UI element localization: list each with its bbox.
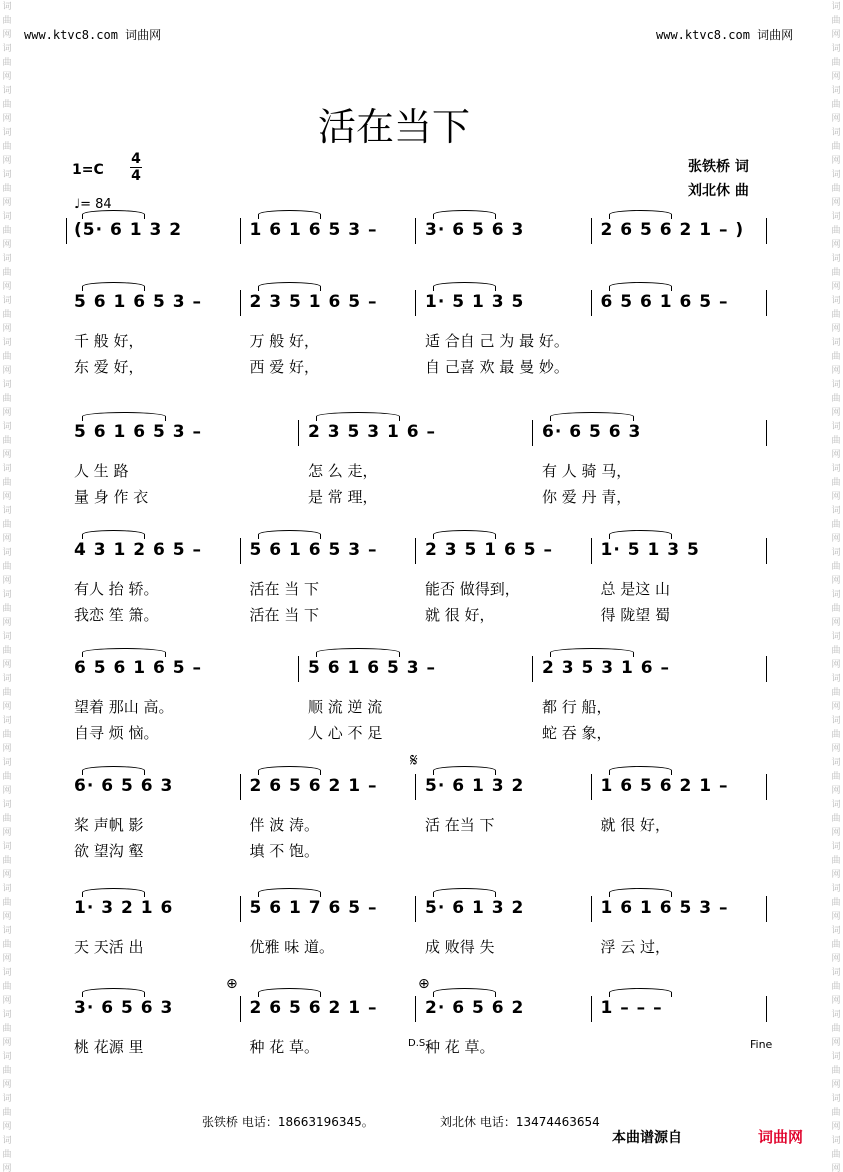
slur	[82, 988, 145, 997]
slur	[82, 888, 145, 897]
lyric-line-1: 万 般 好，	[249, 332, 320, 350]
measure-notes: 5 6 1 6 5 3 –	[308, 658, 436, 678]
source-site-logo[interactable]: 词曲网	[758, 1128, 804, 1146]
lyric-line-1: 怎 么 走，	[308, 462, 378, 480]
barline	[415, 538, 416, 564]
barline	[415, 896, 416, 922]
barline	[766, 656, 767, 682]
slur	[609, 210, 672, 219]
lyric-line-2: 我恋 笙 箫。	[74, 606, 159, 624]
slur	[82, 282, 145, 291]
lyric-line-2: 自 己喜 欢 最 曼 妙。	[425, 358, 569, 376]
lyricist-credit: 张铁桥 词	[688, 159, 749, 175]
lyric-line-1: 望着 那山 高。	[74, 698, 174, 716]
barline	[240, 538, 241, 564]
measure-notes: 5 6 1 6 5 3 –	[249, 540, 378, 560]
measure-notes: 5 6 1 6 5 3 –	[74, 422, 202, 442]
barline	[591, 996, 592, 1022]
measure-notes: 1· 5 1 3 5	[600, 540, 700, 560]
site-header-left[interactable]: www.ktvc8.com 词曲网	[24, 28, 162, 42]
slur	[609, 766, 672, 775]
site-header-right[interactable]: www.ktvc8.com 词曲网	[656, 28, 794, 42]
slur	[433, 282, 496, 291]
barline	[532, 656, 533, 682]
measure-notes: 5 6 1 6 5 3 –	[74, 292, 202, 312]
measure-notes: 1· 3 2 1 6	[74, 898, 174, 918]
slur	[82, 210, 145, 219]
measure-notes: 5 6 1 7 6 5 –	[249, 898, 378, 918]
slur	[82, 530, 145, 539]
slur	[258, 282, 321, 291]
lyric-line-1: 千 般 好，	[74, 332, 144, 350]
lyric-line-2: 得 陇望 蜀	[600, 606, 671, 624]
slur	[258, 988, 321, 997]
barline	[766, 538, 767, 564]
measure-notes: 1 6 1 6 5 3 –	[249, 220, 378, 240]
side-watermark-left: 词曲网词曲网词曲网词曲网词曲网词曲网词曲网词曲网词曲网词曲网词曲网词曲网词曲网词曲网词曲网词曲网词曲网词曲网词曲网词曲网词曲网词曲网词曲网词曲网词曲网词曲网词曲网词曲网	[2, 2, 12, 1172]
measure-notes: 2 6 5 6 2 1 –	[249, 776, 378, 796]
source-label: 本曲谱源自	[612, 1130, 682, 1146]
lyric-line-2: 自寻 烦 恼。	[74, 724, 159, 742]
measure-notes: 6· 6 5 6 3	[542, 422, 642, 442]
lyric-line-1: 天 天活 出	[74, 938, 144, 956]
lyric-line-1: 种 花 草。	[425, 1038, 495, 1056]
lyric-line-2: 蛇 吞 象，	[542, 724, 612, 742]
barline	[240, 896, 241, 922]
lyric-line-2: 就 很 好，	[425, 606, 495, 624]
slur	[82, 766, 145, 775]
slur	[433, 888, 496, 897]
fine-marking: Fine	[750, 1038, 773, 1051]
lyric-line-1: 桨 声帆 影	[74, 816, 144, 834]
measure-notes: 2 3 5 3 1 6 –	[542, 658, 670, 678]
slur	[258, 530, 321, 539]
lyric-line-2: 你 爱 丹 青，	[542, 488, 632, 506]
slur	[433, 210, 496, 219]
lyric-line-2: 活在 当 下	[249, 606, 320, 624]
lyric-line-2: 量 身 作 衣	[74, 488, 149, 506]
lyric-line-1: 种 花 草。	[249, 1038, 320, 1056]
measure-notes: 1 – – –	[600, 998, 663, 1018]
slur	[258, 888, 321, 897]
key-signature: 1=C	[72, 162, 104, 178]
measure-notes: 4 3 1 2 6 5 –	[74, 540, 202, 560]
slur	[609, 988, 672, 997]
lyric-line-1: 有人 抬 轿。	[74, 580, 159, 598]
barline	[66, 218, 67, 244]
slur	[550, 412, 634, 421]
dal-segno-marking: D.S.	[408, 1038, 429, 1049]
barline	[591, 218, 592, 244]
composer-contact: 刘北休 电话：13474463654	[440, 1115, 600, 1129]
lyric-line-1: 顺 流 逆 流	[308, 698, 383, 716]
slur	[316, 648, 400, 657]
measure-notes: 2 3 5 1 6 5 –	[425, 540, 553, 560]
lyricist-contact: 张铁桥 电话：18663196345。	[202, 1115, 374, 1129]
measure-notes: (5· 6 1 3 2	[74, 220, 183, 240]
measure-notes: 6· 6 5 6 3	[74, 776, 174, 796]
segno-sign: 𝄋	[410, 750, 418, 771]
measure-notes: 2 6 5 6 2 1 –	[249, 998, 378, 1018]
barline	[766, 420, 767, 446]
lyric-line-1: 成 败得 失	[425, 938, 495, 956]
barline	[415, 774, 416, 800]
barline	[240, 218, 241, 244]
lyric-line-1: 伴 波 涛。	[249, 816, 320, 834]
measure-notes: 2· 6 5 6 2	[425, 998, 525, 1018]
song-title: 活在当下	[318, 105, 471, 149]
slur	[82, 412, 166, 421]
measure-notes: 1 6 5 6 2 1 –	[600, 776, 729, 796]
lyric-line-1: 适 合自 己 为 最 好。	[425, 332, 569, 350]
measure-notes: 3· 6 5 6 3	[425, 220, 525, 240]
coda-sign: ⊕	[226, 976, 238, 992]
barline	[298, 420, 299, 446]
slur	[258, 766, 321, 775]
barline	[298, 656, 299, 682]
lyric-line-1: 总 是这 山	[600, 580, 671, 598]
barline	[766, 290, 767, 316]
barline	[415, 290, 416, 316]
lyric-line-1: 就 很 好，	[600, 816, 671, 834]
measure-notes: 6 5 6 1 6 5 –	[74, 658, 202, 678]
slur	[550, 648, 634, 657]
slur	[609, 530, 672, 539]
time-signature-bottom: 4	[131, 168, 141, 184]
barline	[766, 218, 767, 244]
lyric-line-1: 有 人 骑 马，	[542, 462, 632, 480]
barline	[591, 896, 592, 922]
slur	[258, 210, 321, 219]
composer-credit: 刘北休 曲	[688, 183, 749, 199]
measure-notes: 3· 6 5 6 3	[74, 998, 174, 1018]
barline	[240, 774, 241, 800]
side-watermark-right: 词曲网词曲网词曲网词曲网词曲网词曲网词曲网词曲网词曲网词曲网词曲网词曲网词曲网词曲网词曲网词曲网词曲网词曲网词曲网词曲网词曲网词曲网词曲网词曲网词曲网词曲网词曲网词曲网	[831, 2, 841, 1172]
slur	[433, 530, 496, 539]
measure-notes: 1 6 1 6 5 3 –	[600, 898, 729, 918]
measure-notes: 5· 6 1 3 2	[425, 776, 525, 796]
lyric-line-2: 欲 望沟 壑	[74, 842, 144, 860]
measure-notes: 2 3 5 3 1 6 –	[308, 422, 436, 442]
barline	[240, 290, 241, 316]
barline	[591, 774, 592, 800]
slur	[433, 766, 496, 775]
lyric-line-1: 能否 做得到，	[425, 580, 520, 598]
slur	[609, 888, 672, 897]
barline	[766, 896, 767, 922]
lyric-line-2: 西 爱 好，	[249, 358, 320, 376]
barline	[591, 290, 592, 316]
slur	[609, 282, 672, 291]
lyric-line-1: 优雅 味 道。	[249, 938, 335, 956]
barline	[415, 996, 416, 1022]
lyric-line-1: 桃 花源 里	[74, 1038, 144, 1056]
barline	[240, 996, 241, 1022]
lyric-line-2: 填 不 饱。	[249, 842, 320, 860]
measure-notes: 6 5 6 1 6 5 –	[600, 292, 729, 312]
time-signature-top: 4	[131, 151, 141, 167]
barline	[532, 420, 533, 446]
lyric-line-1: 都 行 船，	[542, 698, 612, 716]
lyric-line-1: 人 生 路	[74, 462, 129, 480]
lyric-line-2: 东 爱 好，	[74, 358, 144, 376]
lyric-line-1: 浮 云 过，	[600, 938, 671, 956]
lyric-line-2: 人 心 不 足	[308, 724, 383, 742]
barline	[415, 218, 416, 244]
measure-notes: 5· 6 1 3 2	[425, 898, 525, 918]
lyric-line-2: 是 常 理，	[308, 488, 378, 506]
lyric-line-1: 活 在当 下	[425, 816, 495, 834]
coda-sign: ⊕	[418, 976, 430, 992]
barline	[766, 774, 767, 800]
lyric-line-1: 活在 当 下	[249, 580, 320, 598]
slur	[433, 988, 496, 997]
barline	[591, 538, 592, 564]
measure-notes: 1· 5 1 3 5	[425, 292, 525, 312]
slur	[82, 648, 166, 657]
measure-notes: 2 3 5 1 6 5 –	[249, 292, 378, 312]
measure-notes: 2 6 5 6 2 1 – )	[600, 220, 745, 240]
time-signature	[130, 152, 142, 183]
slur	[316, 412, 400, 421]
tempo-marking: ♩= 84	[74, 197, 112, 212]
barline	[766, 996, 767, 1022]
